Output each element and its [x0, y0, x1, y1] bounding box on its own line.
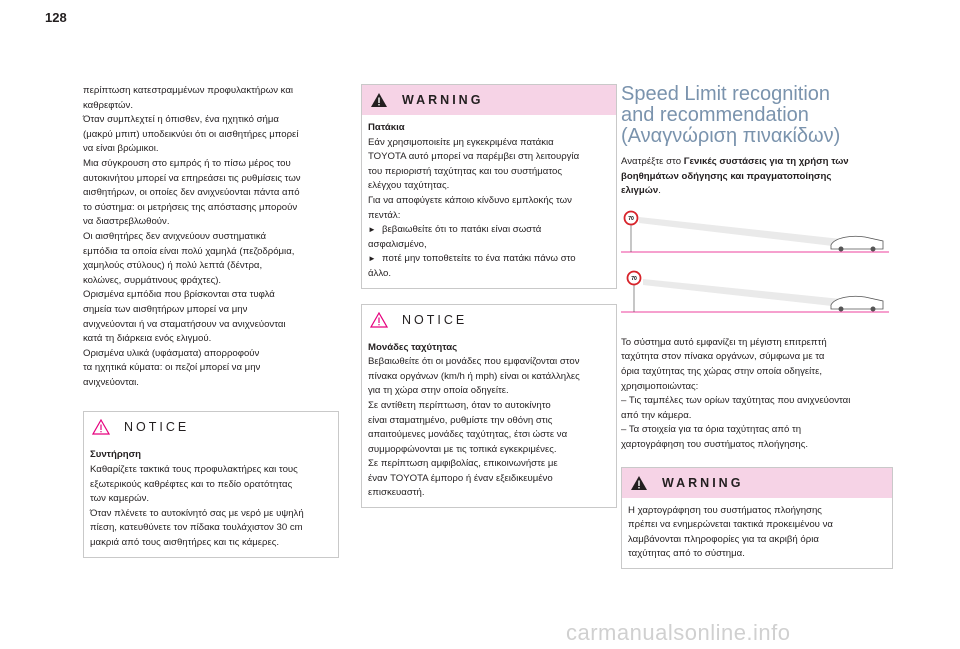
text-line: – Τα στοιχεία για τα όρια ταχύτητας από τη	[621, 424, 802, 436]
text-line: λαμβάνονται πληροφορίες για τα ακριβή όρια	[628, 533, 819, 545]
text-line: χαμηλούς στύλους) ή πολύ λεπτά (δέντρα,	[83, 260, 263, 272]
text-line: τα ηχητικά κύματα: οι πεζοί μπορεί να μην	[83, 362, 261, 374]
warning-body	[362, 115, 616, 288]
section-title-line: (Αναγνώριση πινακίδων)	[621, 125, 841, 147]
caution-triangle-icon	[370, 312, 388, 328]
section-title	[621, 84, 893, 147]
text-line: συμμορφώνονται με τις τοπικά εγκεκριμένες.	[368, 443, 557, 455]
bullet-text: ποτέ μην τοποθετείτε το ένα πατάκι πάνω στο	[382, 253, 576, 265]
warning-triangle-icon	[630, 475, 648, 491]
text-line: TOYOTA αυτό μπορεί να παρέμβει στη λειτουργία	[368, 151, 580, 163]
text-line: εμπόδια τα οποία είναι πολύ χαμηλά (πεζοδρόμια,	[83, 245, 295, 257]
text-line: κατά τη διάρκεια ενός ελιγμού.	[83, 333, 212, 345]
text-line: αυτοκινήτου μπορεί να επηρεάσει τις ρυθμίσεις των	[83, 172, 301, 184]
column-1	[83, 84, 339, 558]
page-number: 128	[45, 10, 67, 25]
notice-heading: Μονάδες ταχύτητας	[368, 341, 458, 353]
intro-reference: Γενικές συστάσεις για τη χρήση των	[683, 156, 849, 167]
camera-sign-diagram	[621, 209, 889, 257]
col1-body	[83, 84, 339, 390]
text-line: των καμερών.	[90, 493, 150, 505]
intro-reference: ελιγμών	[621, 185, 659, 197]
text-line: όρια ταχύτητας της χώρας στην οποία οδηγείτε,	[621, 365, 823, 377]
warning-heading: Πατάκια	[368, 122, 405, 133]
bullet-item	[368, 252, 610, 267]
watermark: carmanualsonline.info	[566, 620, 791, 645]
text-line: αισθητήρων, οι οποίες δεν ανιχνεύονται πάντα από	[83, 187, 300, 199]
text-line: Όταν πλένετε το αυτοκίνητό σας με νερό με υψηλή	[90, 507, 304, 519]
text-line: σημεία των αισθητήρων μπορεί να μην	[83, 303, 248, 315]
notice-body	[84, 442, 338, 556]
text-line: μακριά από τους αισθητήρες και τις κάμερες.	[90, 537, 280, 549]
text-line: από την κάμερα.	[621, 409, 692, 421]
section-title-line: Speed Limit recognition	[621, 83, 831, 105]
text-line: ταχύτητα στον πίνακα οργάνων, σύμφωνα με τα	[621, 351, 825, 363]
intro-reference: βοηθημάτων οδήγησης και πραγματοποίησης	[621, 170, 832, 182]
text-line: Εάν χρησιμοποιείτε μη εγκεκριμένα πατάκια	[368, 136, 554, 148]
text-line: Το σύστημα αυτό εμφανίζει τη μέγιστη επιτρεπτή	[621, 336, 827, 348]
camera-beam	[643, 279, 841, 307]
notice-body	[362, 335, 616, 508]
text-line: για τη χώρα στην οποία οδηγείτε.	[368, 385, 509, 397]
navigation-sign-diagram	[621, 269, 889, 317]
text-line: Ορισμένα υλικά (υφάσματα) απορροφούν	[83, 347, 260, 359]
text-line: είναι σταματημένο, ρυθμίστε την οθόνη στις	[368, 414, 553, 426]
text-line: Ορισμένα εμπόδια που βρίσκονται στα τυφλά	[83, 289, 275, 301]
col3-body	[621, 336, 893, 453]
intro-suffix: .	[658, 185, 661, 197]
bullet-item	[368, 223, 610, 238]
text-line: ανιχνεύονται ή να σταματήσουν να ανιχνεύονται	[83, 318, 286, 330]
text-line: κολώνες, συρμάτινους φράχτες).	[83, 274, 222, 286]
notice-title: NOTICE	[402, 312, 468, 327]
car-icon	[831, 296, 883, 309]
text-line: Μια σύγκρουση στο εμπρός ή το πίσω μέρος του	[83, 157, 291, 169]
arrow-right-icon: ►	[368, 254, 376, 264]
text-line: Βεβαιωθείτε ότι οι μονάδες που εμφανίζονται στον	[368, 356, 580, 368]
text-line: ταχύτητας από το σύστημα.	[628, 548, 745, 560]
text-line: Για να αποφύγετε κάποιο κίνδυνο εμπλοκής των	[368, 194, 572, 206]
speed-sign-value: 70	[628, 215, 634, 222]
text-line: Οι αισθητήρες δεν ανιχνεύουν συστηματικά	[83, 230, 267, 242]
notice-box-speed-units	[361, 304, 617, 509]
column-2	[361, 84, 617, 508]
notice-header	[362, 305, 616, 335]
car-icon	[831, 236, 883, 249]
intro-prefix: Ανατρέξτε στο	[621, 156, 684, 167]
camera-beam	[639, 217, 841, 247]
text-line: ανιχνεύονται.	[83, 376, 139, 388]
text-line: – Τις ταμπέλες των ορίων ταχύτητας που ανιχνεύονται	[621, 395, 851, 407]
text-line: να διαστρεβλωθούν.	[83, 216, 170, 228]
warning-header	[622, 468, 892, 498]
warning-box-mats	[361, 84, 617, 289]
text-line: επισκευαστή.	[368, 487, 425, 499]
text-line: περίπτωση κατεστραμμένων προφυλακτήρων και	[83, 85, 294, 96]
warning-title: WARNING	[662, 475, 744, 490]
arrow-right-icon: ►	[368, 225, 376, 235]
warning-triangle-icon	[370, 92, 388, 108]
text-line: του περιοριστή ταχύτητας και του συστήματος	[368, 165, 562, 177]
text-line: απαιτούμενες μονάδες ταχύτητας, έτσι ώστε να	[368, 429, 568, 441]
text-line: χρησιμοποιώντας:	[621, 380, 699, 392]
bullet-text: βεβαιωθείτε ότι το πατάκι είναι σωστά	[382, 224, 542, 236]
notice-box-maintenance	[83, 411, 339, 557]
text-line: πρέπει να ενημερώνεται τακτικά προκειμένου να	[628, 519, 833, 531]
text-line: ελέγχου ταχύτητας.	[368, 180, 450, 192]
text-line: (μακρύ μπιπ) υποδεικνύει ότι οι αισθητήρες μπορεί	[83, 128, 299, 140]
warning-box-navigation	[621, 467, 893, 569]
text-line: πίεση, κατευθύνετε τον πίδακα τουλάχιστον 30 cm	[90, 522, 303, 534]
text-line: πεντάλ:	[368, 209, 401, 221]
text-line: το σύστημα: οι μετρήσεις της απόστασης μπορούν	[83, 201, 298, 213]
text-line: πίνακα οργάνων (km/h ή mph) είναι οι κατάλληλες	[368, 370, 580, 382]
notice-title: NOTICE	[124, 420, 190, 435]
warning-body	[622, 498, 892, 568]
text-line: Η χαρτογράφηση του συστήματος πλοήγησης	[628, 504, 822, 516]
text-line: ασφαλισμένο,	[368, 238, 427, 250]
warning-title: WARNING	[402, 93, 484, 107]
text-line: να είναι βρώμικοι.	[83, 143, 159, 155]
text-line: καθρεφτών.	[83, 99, 133, 111]
text-line: άλλο.	[368, 267, 391, 279]
text-line: Σε αντίθετη περίπτωση, όταν το αυτοκίνητο	[368, 399, 551, 411]
notice-heading: Συντήρηση	[90, 449, 142, 461]
speed-sign-value: 70	[631, 275, 637, 282]
text-line: έναν TOYOTA έμπορο ή έναν εξειδικευμένο	[368, 472, 553, 484]
warning-header	[362, 85, 616, 115]
caution-triangle-icon	[92, 419, 110, 435]
text-line: Καθαρίζετε τακτικά τους προφυλακτήρες και τους	[90, 464, 298, 476]
text-line: χαρτογράφηση του συστήματος πλοήγησης.	[621, 438, 809, 450]
notice-header	[84, 412, 338, 442]
column-3	[621, 84, 893, 569]
intro-text	[621, 155, 893, 199]
text-line: Σε περίπτωση αμφιβολίας, επικοινωνήστε με	[368, 458, 558, 470]
section-title-line: and recommendation	[621, 104, 809, 126]
text-line: Όταν συμπλεχτεί η όπισθεν, ένα ηχητικό σήμα	[83, 114, 279, 126]
text-line: εξωτερικούς καθρέφτες και το πεδίο ορατότητας	[90, 478, 293, 490]
